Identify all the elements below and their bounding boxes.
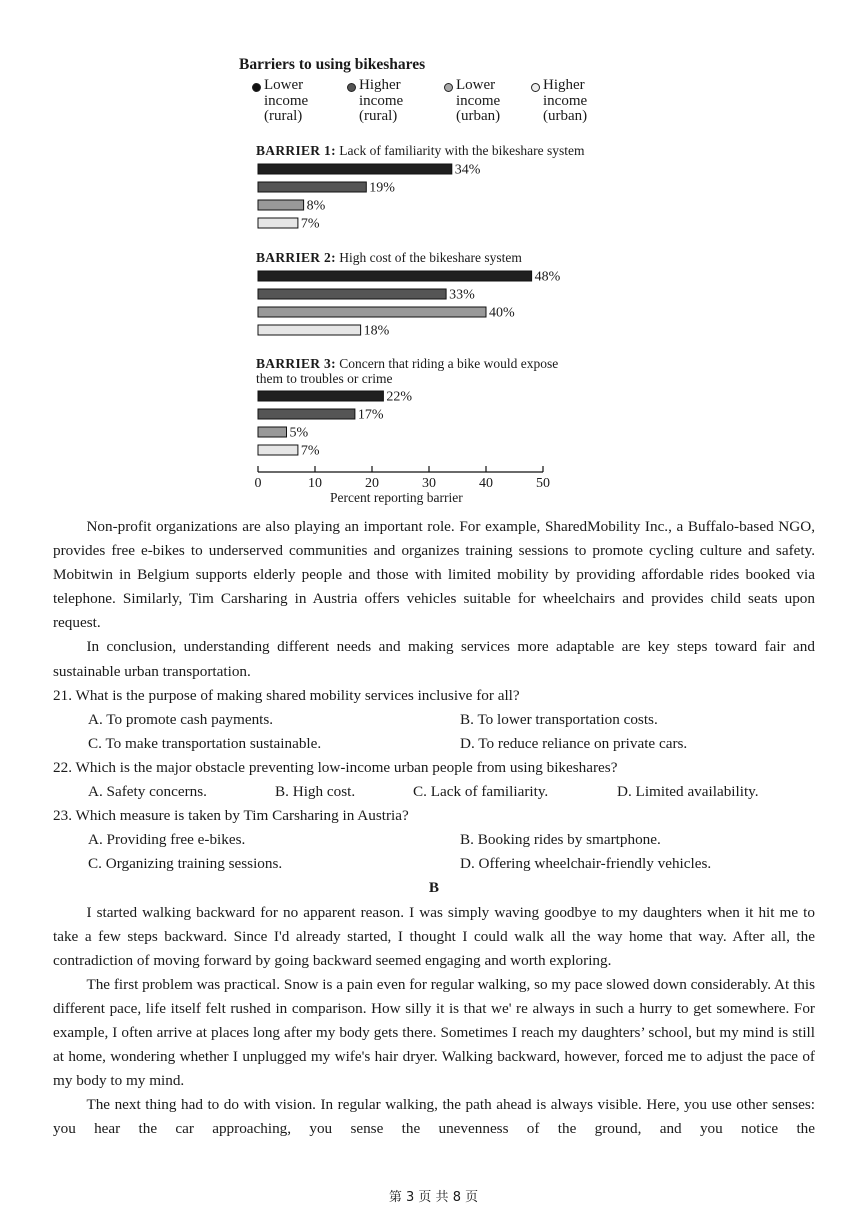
question-23: 23. Which measure is taken by Tim Carsharing in Austria? [53, 807, 409, 825]
bar-value-label: 18% [363, 323, 390, 339]
option-23-c: C. Organizing training sessions. [88, 855, 283, 873]
bar-barrier3-series4 [258, 445, 298, 455]
chart-title: Barriers to using bikeshares [239, 56, 426, 73]
bar-value-label: 19% [369, 180, 395, 196]
x-tick-label: 0 [254, 476, 262, 491]
bar-value-label: 17% [357, 407, 384, 423]
bar-value-label: 22% [386, 389, 413, 405]
barrier-2-label: BARRIER 2: High cost of the bikeshare system [256, 250, 522, 265]
bar-barrier1-series3 [258, 200, 304, 210]
page-footer: 第 3 页 共 8 页 [388, 1190, 479, 1205]
bar-value-label: 40% [489, 305, 515, 321]
question-21-options-row-1 [53, 708, 815, 732]
question-23-options-row-2 [53, 852, 815, 876]
barrier-1-label: BARRIER 1: Lack of familiarity with the bikeshare system [256, 143, 585, 158]
bar-barrier2-series2 [258, 289, 446, 299]
legend-item-higher-income-rural: Higher income (rural) [359, 78, 403, 125]
section-b-paragraph-1: I started walking backward for no apparent reason. I was simply waving goodbye to my daughters when it hit me to take a few steps backward. Since I'd already started, I thought I could walk all the way home that way. After all, the contradiction of moving forward by going backward seemed engaging and worth exploring. [53, 903, 815, 969]
section-b-paragraph-2: The first problem was practical. Snow is a pain even for regular walking, so my pace slowed down considerably. At this different pace, life itself felt rushed in comparison. How silly it is that we' re always in such a hurry to get somewhere. For example, I often arrive at places long after my body gets there. Sometimes I reach my daughters’ school, but my mind is still at home, wondering whether I unplugged my wife's hair dryer. Walking backward, however, forced me to adjust the pace of my body to my mind. [53, 975, 815, 1090]
bar-value-label: 34% [454, 162, 481, 178]
chart-plot [230, 52, 670, 512]
question-22-options [53, 780, 815, 804]
legend-item-lower-income-urban: Lower income (urban) [456, 78, 500, 125]
option-22-c: C. Lack of familiarity. [413, 783, 549, 801]
passage-a [53, 515, 815, 1141]
bar-value-label: 5% [289, 425, 309, 441]
bar-value-label: 8% [306, 198, 326, 214]
x-tick-label: 30 [422, 476, 436, 491]
question-21: 21. What is the purpose of making shared mobility services inclusive for all? [53, 686, 520, 704]
bar-barrier2-series1 [258, 271, 532, 281]
legend-item-lower-income-rural: Lower income (rural) [264, 78, 308, 125]
bar-barrier2-series3 [258, 307, 486, 317]
bar-value-label: 48% [534, 269, 561, 285]
section-b-heading: B [428, 879, 440, 897]
bar-value-label: 7% [300, 216, 320, 232]
question-22: 22. Which is the major obstacle preventing low-income urban people from using bikeshares? [53, 758, 618, 776]
bar-barrier3-series3 [258, 427, 287, 437]
bar-barrier1-series1 [258, 164, 452, 174]
option-23-b: B. Booking rides by smartphone. [460, 831, 661, 849]
option-21-d: D. To reduce reliance on private cars. [460, 734, 688, 752]
x-tick-label: 50 [536, 476, 550, 491]
x-tick-label: 20 [365, 476, 379, 491]
barrier-3-label: BARRIER 3: Concern that riding a bike would expose them to troubles or crime [256, 356, 559, 386]
x-axis-label: Percent reporting barrier [330, 490, 463, 505]
section-b-paragraph-3: The next thing had to do with vision. In regular walking, the path ahead is always visible. Here, you use other senses: you hear the car approaching, you sense the unevenness of the ground, and you notice the [53, 1096, 815, 1138]
legend-item-higher-income-urban: Higher income (urban) [543, 78, 587, 125]
bar-barrier3-series1 [258, 391, 383, 401]
option-22-a: A. Safety concerns. [88, 783, 207, 801]
bar-barrier1-series4 [258, 218, 298, 228]
bar-barrier1-series2 [258, 182, 366, 192]
passage-a-paragraph-2: In conclusion, understanding different needs and making services more adaptable are key steps toward fair and sustainable urban transportation. [53, 638, 815, 680]
bar-value-label: 33% [449, 287, 475, 303]
x-tick-label: 40 [479, 476, 493, 491]
option-21-c: C. To make transportation sustainable. [88, 734, 322, 752]
bar-barrier2-series4 [258, 325, 361, 335]
bikeshare-barriers-chart [230, 52, 670, 512]
option-23-a: A. Providing free e-bikes. [88, 831, 246, 849]
bar-value-label: 7% [300, 443, 320, 459]
bar-barrier3-series2 [258, 409, 355, 419]
question-21-options-row-2 [53, 732, 815, 756]
option-22-d: D. Limited availability. [617, 783, 759, 801]
option-22-b: B. High cost. [275, 783, 356, 801]
question-23-options-row-1 [53, 828, 815, 852]
option-23-d: D. Offering wheelchair-friendly vehicles. [460, 855, 712, 873]
option-21-b: B. To lower transportation costs. [460, 710, 658, 728]
option-21-a: A. To promote cash payments. [88, 710, 274, 728]
passage-a-paragraph-1: Non-profit organizations are also playing an important role. For example, SharedMobility Inc., a Buffalo-based NGO, provides free e-bikes to underserved communities and organizes training sessions to promote cycling culture and safety. Mobitwin in Belgium supports elderly people and those with limited mobility by providing affordable rides booked via telephone. Similarly, Tim Carsharing in Austria offers vehicles suitable for wheelchairs and provides child seats upon request. [53, 518, 815, 632]
x-tick-label: 10 [308, 476, 322, 491]
